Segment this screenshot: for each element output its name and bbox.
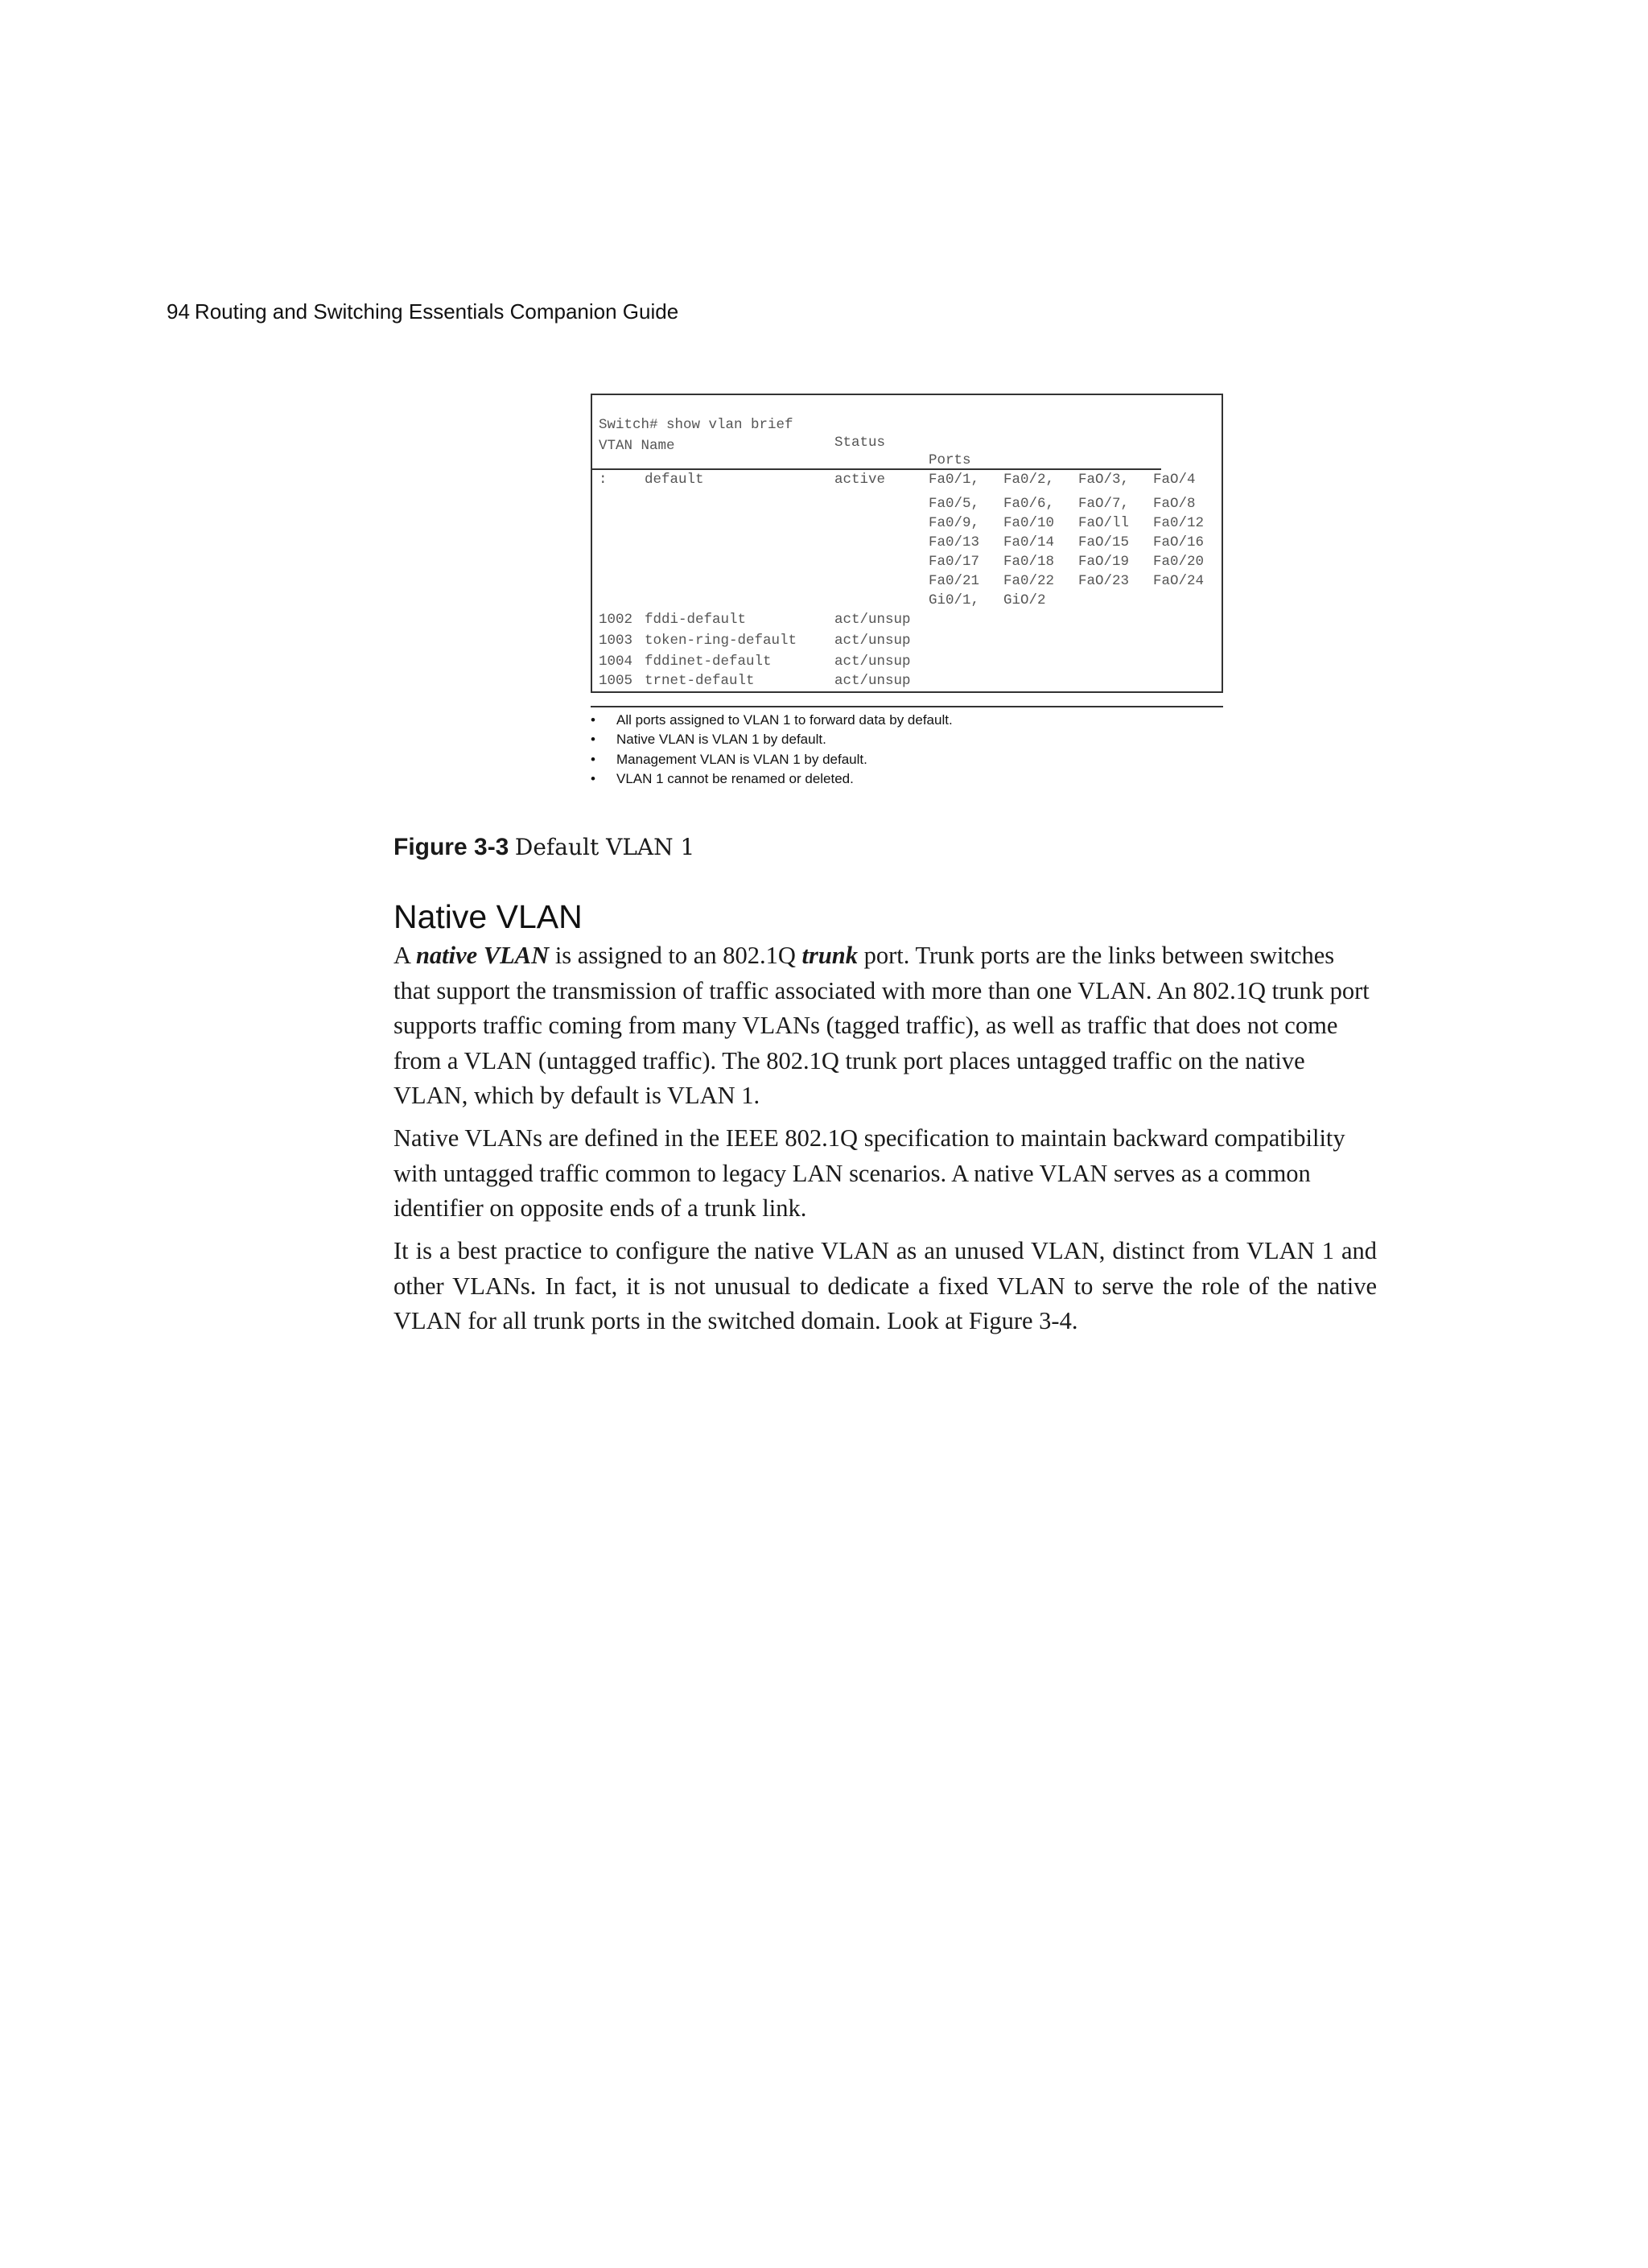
list-item xyxy=(591,730,953,749)
cli-vlan-id: 1003 xyxy=(599,633,633,649)
figure-caption-label: Figure 3-3 xyxy=(393,834,509,860)
bullet-icon: • xyxy=(591,732,595,748)
cli-port: FaO/24 xyxy=(1153,573,1205,589)
p1-text-b: is assigned to an 802.1Q xyxy=(549,942,802,969)
cli-vlan-id: 1004 xyxy=(599,654,633,670)
bullet-icon: • xyxy=(591,751,595,767)
cli-port: FaO/23 xyxy=(1078,573,1130,589)
cli-vlan-status: act/unsup xyxy=(834,612,911,628)
cli-vlan-name: trnet-default xyxy=(645,673,755,689)
cli-vlan-status: act/unsup xyxy=(834,654,911,670)
book-title: Routing and Switching Essentials Companion Guide xyxy=(194,299,679,324)
cli-port: Fa0/14 xyxy=(1003,534,1055,551)
cli-port: Fa0/17 xyxy=(929,554,980,570)
cli-port: Fa0/12 xyxy=(1153,515,1205,531)
cli-port: Fa0/21 xyxy=(929,573,980,589)
page-number: 94 xyxy=(167,299,190,324)
cli-port: Fa0/13 xyxy=(929,534,980,551)
cli-vlan-name: fddinet-default xyxy=(645,654,772,670)
cli-output-box xyxy=(591,394,1223,693)
cli-port: FaO/8 xyxy=(1153,496,1196,512)
bullet-icon: • xyxy=(591,770,595,786)
cli-port: FaO/16 xyxy=(1153,534,1205,551)
key-term-trunk: trunk xyxy=(801,942,859,969)
section-heading: Native VLAN xyxy=(393,898,583,935)
figure-divider xyxy=(591,706,1223,707)
cli-port: FaO/15 xyxy=(1078,534,1130,551)
figure-caption-title: Default VLAN 1 xyxy=(514,834,695,860)
cli-vlan-id: 1002 xyxy=(599,612,633,628)
cli-vlan-status: active xyxy=(834,472,886,488)
running-head xyxy=(167,299,678,324)
p1-text-a: A xyxy=(393,942,416,969)
cli-vlan-header: VTAN Name xyxy=(599,438,675,454)
cli-port: Gi0/1, xyxy=(929,592,980,608)
cli-port: Fa0/9, xyxy=(929,515,980,531)
figure-bullet-list xyxy=(591,711,953,789)
cli-status-header: Status xyxy=(834,435,886,451)
bullet-text: All ports assigned to VLAN 1 to forward data by default. xyxy=(616,712,953,728)
bullet-icon: • xyxy=(591,712,595,728)
cli-vlan-id: : xyxy=(599,472,608,488)
cli-header-divider xyxy=(592,468,1161,470)
cli-port: Fa0/6, xyxy=(1003,496,1055,512)
cli-vlan-status: act/unsup xyxy=(834,633,911,649)
cli-port: Fa0/18 xyxy=(1003,554,1055,570)
cli-port: Fa0/20 xyxy=(1153,554,1205,570)
paragraph-1 xyxy=(393,938,1377,1114)
cli-port: FaO/7, xyxy=(1078,496,1130,512)
list-item xyxy=(591,769,953,789)
list-item xyxy=(591,711,953,730)
p1-text-c: port. Trunk ports are the links between switches that support the transmission of traffic associated with more than one VLAN. An 802.1Q trunk port supports traffic coming from many VLANs (tagged traffic), as well as traffic that does not come from a VLAN (untagged traffic). The 802.1Q trunk port places untagged traffic on the native VLAN, which by default is VLAN 1. xyxy=(393,942,1370,1109)
cli-ports-header: Ports xyxy=(929,452,971,468)
paragraph-2: Native VLANs are defined in the IEEE 802.1Q specification to maintain backward compatibility with untagged traffic common to legacy LAN scenarios. A native VLAN serves as a common identifier on opposite ends of a trunk link. xyxy=(393,1124,1345,1222)
cli-port: FaO/3, xyxy=(1078,472,1130,488)
cli-port: Fa0/22 xyxy=(1003,573,1055,589)
cli-vlan-name: default xyxy=(645,472,704,488)
cli-port: Fa0/10 xyxy=(1003,515,1055,531)
cli-port: GiO/2 xyxy=(1003,592,1046,608)
figure-caption xyxy=(393,834,694,861)
key-term-native-vlan: native VLAN xyxy=(415,942,550,969)
cli-vlan-name: token-ring-default xyxy=(645,633,797,649)
bullet-text: Management VLAN is VLAN 1 by default. xyxy=(616,751,867,767)
cli-vlan-name: fddi-default xyxy=(645,612,747,628)
cli-command: Switch# show vlan brief xyxy=(599,417,793,433)
list-item xyxy=(591,750,953,769)
cli-port: FaO/ll xyxy=(1078,515,1130,531)
bullet-text: VLAN 1 cannot be renamed or deleted. xyxy=(616,770,854,786)
cli-vlan-id: 1005 xyxy=(599,673,633,689)
cli-port: Fa0/5, xyxy=(929,496,980,512)
cli-port: Fa0/1, xyxy=(929,472,980,488)
bullet-text: Native VLAN is VLAN 1 by default. xyxy=(616,732,826,748)
cli-port: FaO/19 xyxy=(1078,554,1130,570)
cli-port: FaO/4 xyxy=(1153,472,1196,488)
paragraph-3: It is a best practice to configure the native VLAN as an unused VLAN, distinct from VLAN 1 and other VLANs. In fact, it is not unusual to dedicate a fixed VLAN to serve the role of the native VLAN for all trunk ports in the switched domain. Look at Figure 3-4. xyxy=(393,1237,1377,1334)
cli-vlan-status: act/unsup xyxy=(834,673,911,689)
cli-port: Fa0/2, xyxy=(1003,472,1055,488)
